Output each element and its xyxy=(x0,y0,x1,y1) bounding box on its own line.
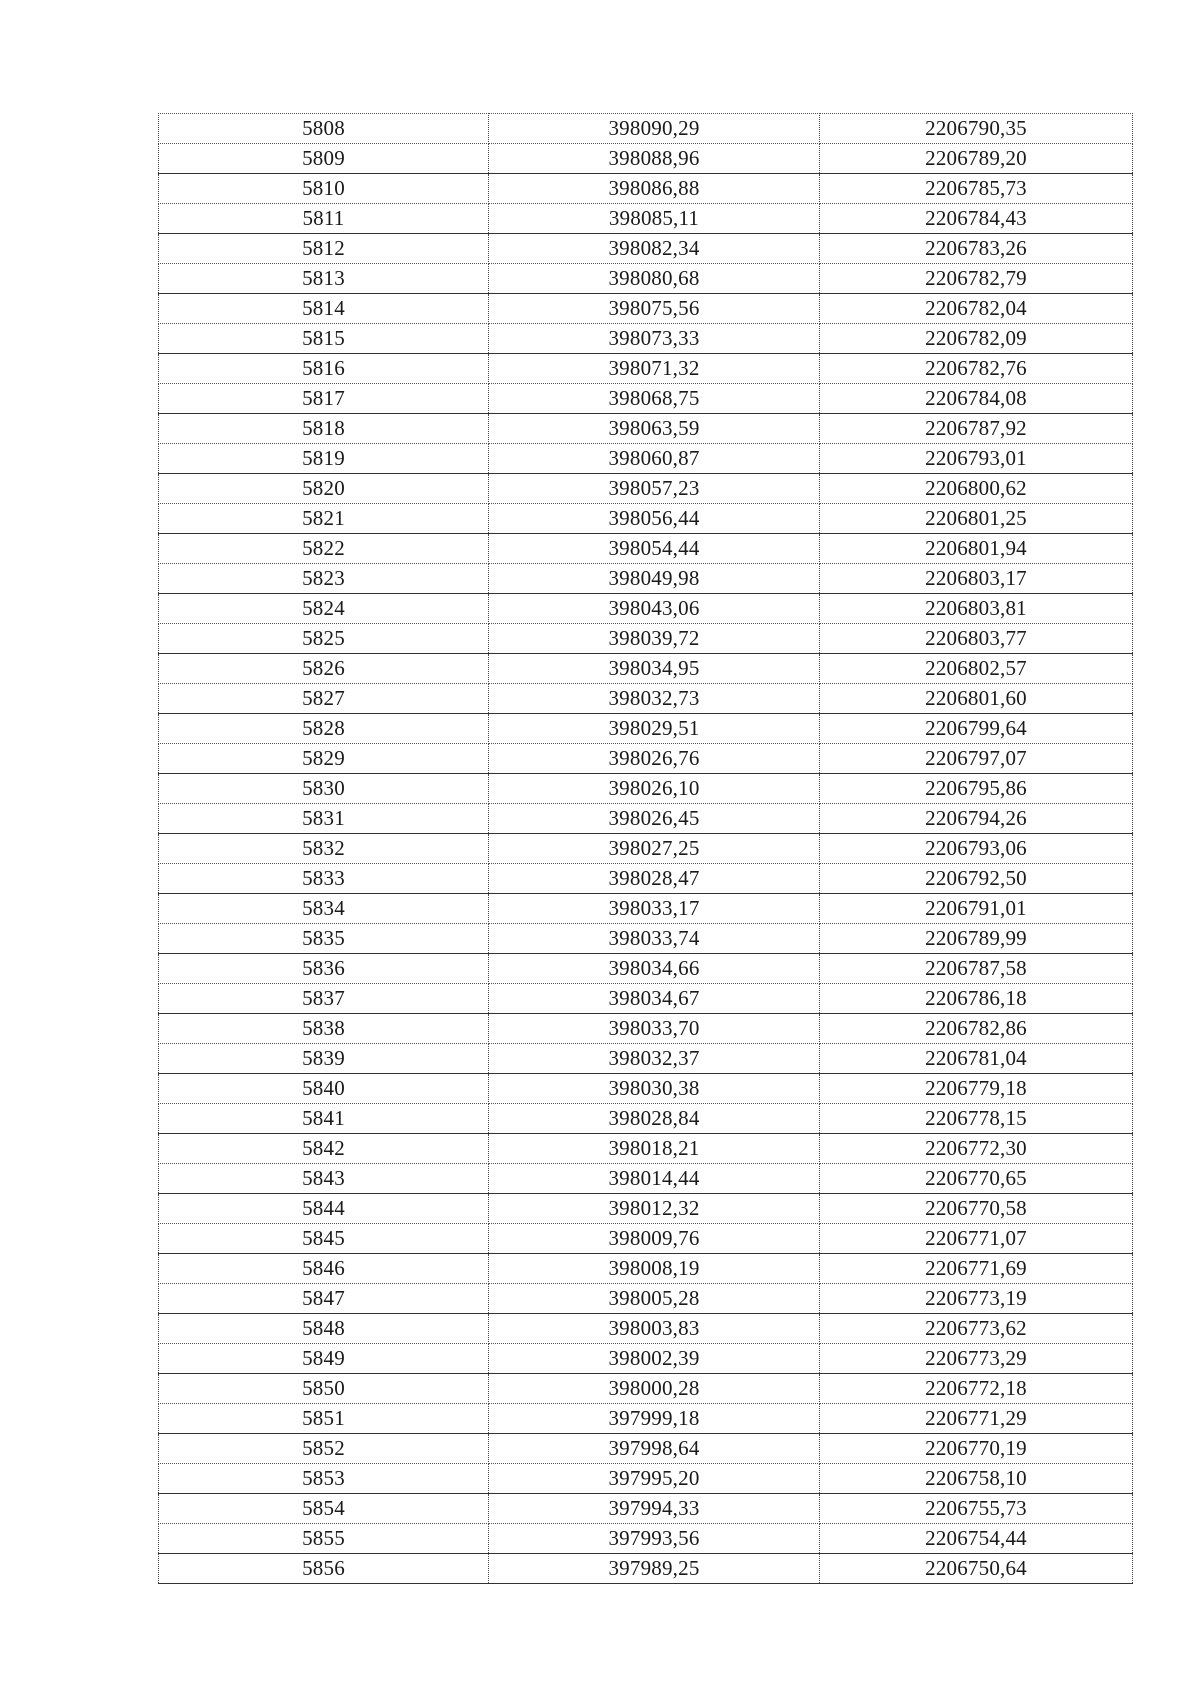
y-coordinate-cell: 2206795,86 xyxy=(820,774,1133,804)
x-coordinate-cell: 398032,37 xyxy=(489,1044,820,1074)
point-number-cell: 5834 xyxy=(159,894,489,924)
point-number-cell: 5855 xyxy=(159,1524,489,1554)
x-coordinate-cell: 398029,51 xyxy=(489,714,820,744)
x-coordinate-cell: 398063,59 xyxy=(489,414,820,444)
y-coordinate-cell: 2206793,01 xyxy=(820,444,1133,474)
table-row xyxy=(159,234,1133,264)
table-row xyxy=(159,1434,1133,1464)
point-number-cell: 5814 xyxy=(159,294,489,324)
table-row xyxy=(159,324,1133,354)
table-row xyxy=(159,1014,1133,1044)
x-coordinate-cell: 398014,44 xyxy=(489,1164,820,1194)
point-number-cell: 5842 xyxy=(159,1134,489,1164)
y-coordinate-cell: 2206770,58 xyxy=(820,1194,1133,1224)
point-number-cell: 5822 xyxy=(159,534,489,564)
point-number-cell: 5827 xyxy=(159,684,489,714)
x-coordinate-cell: 398032,73 xyxy=(489,684,820,714)
table-row xyxy=(159,204,1133,234)
x-coordinate-cell: 398002,39 xyxy=(489,1344,820,1374)
y-coordinate-cell: 2206771,69 xyxy=(820,1254,1133,1284)
point-number-cell: 5812 xyxy=(159,234,489,264)
y-coordinate-cell: 2206803,17 xyxy=(820,564,1133,594)
point-number-cell: 5833 xyxy=(159,864,489,894)
y-coordinate-cell: 2206758,10 xyxy=(820,1464,1133,1494)
point-number-cell: 5854 xyxy=(159,1494,489,1524)
point-number-cell: 5820 xyxy=(159,474,489,504)
point-number-cell: 5828 xyxy=(159,714,489,744)
y-coordinate-cell: 2206801,94 xyxy=(820,534,1133,564)
point-number-cell: 5809 xyxy=(159,144,489,174)
table-row xyxy=(159,714,1133,744)
table-row xyxy=(159,1044,1133,1074)
point-number-cell: 5810 xyxy=(159,174,489,204)
y-coordinate-cell: 2206778,15 xyxy=(820,1104,1133,1134)
coordinates-table-body xyxy=(159,114,1133,1584)
point-number-cell: 5824 xyxy=(159,594,489,624)
y-coordinate-cell: 2206789,20 xyxy=(820,144,1133,174)
y-coordinate-cell: 2206771,07 xyxy=(820,1224,1133,1254)
y-coordinate-cell: 2206803,77 xyxy=(820,624,1133,654)
table-row xyxy=(159,1314,1133,1344)
y-coordinate-cell: 2206771,29 xyxy=(820,1404,1133,1434)
table-row xyxy=(159,354,1133,384)
point-number-cell: 5846 xyxy=(159,1254,489,1284)
table-row xyxy=(159,1134,1133,1164)
y-coordinate-cell: 2206773,29 xyxy=(820,1344,1133,1374)
x-coordinate-cell: 398057,23 xyxy=(489,474,820,504)
x-coordinate-cell: 398028,47 xyxy=(489,864,820,894)
x-coordinate-cell: 398000,28 xyxy=(489,1374,820,1404)
point-number-cell: 5856 xyxy=(159,1554,489,1584)
point-number-cell: 5817 xyxy=(159,384,489,414)
x-coordinate-cell: 398026,10 xyxy=(489,774,820,804)
table-row xyxy=(159,924,1133,954)
table-row xyxy=(159,414,1133,444)
x-coordinate-cell: 398075,56 xyxy=(489,294,820,324)
x-coordinate-cell: 397999,18 xyxy=(489,1404,820,1434)
y-coordinate-cell: 2206787,92 xyxy=(820,414,1133,444)
x-coordinate-cell: 398012,32 xyxy=(489,1194,820,1224)
point-number-cell: 5845 xyxy=(159,1224,489,1254)
x-coordinate-cell: 398049,98 xyxy=(489,564,820,594)
point-number-cell: 5823 xyxy=(159,564,489,594)
point-number-cell: 5841 xyxy=(159,1104,489,1134)
point-number-cell: 5848 xyxy=(159,1314,489,1344)
table-row xyxy=(159,1164,1133,1194)
table-row xyxy=(159,1494,1133,1524)
y-coordinate-cell: 2206799,64 xyxy=(820,714,1133,744)
y-coordinate-cell: 2206792,50 xyxy=(820,864,1133,894)
point-number-cell: 5829 xyxy=(159,744,489,774)
y-coordinate-cell: 2206787,58 xyxy=(820,954,1133,984)
point-number-cell: 5825 xyxy=(159,624,489,654)
point-number-cell: 5811 xyxy=(159,204,489,234)
point-number-cell: 5839 xyxy=(159,1044,489,1074)
y-coordinate-cell: 2206772,18 xyxy=(820,1374,1133,1404)
y-coordinate-cell: 2206770,65 xyxy=(820,1164,1133,1194)
point-number-cell: 5830 xyxy=(159,774,489,804)
y-coordinate-cell: 2206782,09 xyxy=(820,324,1133,354)
table-row xyxy=(159,1254,1133,1284)
table-row xyxy=(159,564,1133,594)
table-row xyxy=(159,1284,1133,1314)
x-coordinate-cell: 398082,34 xyxy=(489,234,820,264)
y-coordinate-cell: 2206782,76 xyxy=(820,354,1133,384)
y-coordinate-cell: 2206797,07 xyxy=(820,744,1133,774)
x-coordinate-cell: 398034,95 xyxy=(489,654,820,684)
table-row xyxy=(159,894,1133,924)
point-number-cell: 5836 xyxy=(159,954,489,984)
table-row xyxy=(159,804,1133,834)
point-number-cell: 5852 xyxy=(159,1434,489,1464)
x-coordinate-cell: 398086,88 xyxy=(489,174,820,204)
table-row xyxy=(159,1194,1133,1224)
y-coordinate-cell: 2206755,73 xyxy=(820,1494,1133,1524)
y-coordinate-cell: 2206802,57 xyxy=(820,654,1133,684)
point-number-cell: 5821 xyxy=(159,504,489,534)
table-row xyxy=(159,984,1133,1014)
table-row xyxy=(159,144,1133,174)
table-row xyxy=(159,594,1133,624)
x-coordinate-cell: 397998,64 xyxy=(489,1434,820,1464)
x-coordinate-cell: 398034,67 xyxy=(489,984,820,1014)
table-row xyxy=(159,654,1133,684)
y-coordinate-cell: 2206781,04 xyxy=(820,1044,1133,1074)
x-coordinate-cell: 398030,38 xyxy=(489,1074,820,1104)
y-coordinate-cell: 2206754,44 xyxy=(820,1524,1133,1554)
y-coordinate-cell: 2206801,25 xyxy=(820,504,1133,534)
y-coordinate-cell: 2206773,19 xyxy=(820,1284,1133,1314)
x-coordinate-cell: 398009,76 xyxy=(489,1224,820,1254)
y-coordinate-cell: 2206793,06 xyxy=(820,834,1133,864)
y-coordinate-cell: 2206782,79 xyxy=(820,264,1133,294)
x-coordinate-cell: 398039,72 xyxy=(489,624,820,654)
y-coordinate-cell: 2206794,26 xyxy=(820,804,1133,834)
table-row xyxy=(159,954,1133,984)
table-row xyxy=(159,174,1133,204)
y-coordinate-cell: 2206784,43 xyxy=(820,204,1133,234)
table-row xyxy=(159,114,1133,144)
x-coordinate-cell: 397993,56 xyxy=(489,1524,820,1554)
x-coordinate-cell: 398071,32 xyxy=(489,354,820,384)
point-number-cell: 5837 xyxy=(159,984,489,1014)
y-coordinate-cell: 2206773,62 xyxy=(820,1314,1133,1344)
point-number-cell: 5826 xyxy=(159,654,489,684)
y-coordinate-cell: 2206790,35 xyxy=(820,114,1133,144)
point-number-cell: 5808 xyxy=(159,114,489,144)
x-coordinate-cell: 398073,33 xyxy=(489,324,820,354)
y-coordinate-cell: 2206785,73 xyxy=(820,174,1133,204)
x-coordinate-cell: 398033,70 xyxy=(489,1014,820,1044)
x-coordinate-cell: 398033,74 xyxy=(489,924,820,954)
table-row xyxy=(159,504,1133,534)
point-number-cell: 5819 xyxy=(159,444,489,474)
x-coordinate-cell: 398003,83 xyxy=(489,1314,820,1344)
x-coordinate-cell: 398043,06 xyxy=(489,594,820,624)
y-coordinate-cell: 2206791,01 xyxy=(820,894,1133,924)
x-coordinate-cell: 398027,25 xyxy=(489,834,820,864)
point-number-cell: 5853 xyxy=(159,1464,489,1494)
x-coordinate-cell: 397995,20 xyxy=(489,1464,820,1494)
x-coordinate-cell: 398008,19 xyxy=(489,1254,820,1284)
y-coordinate-cell: 2206779,18 xyxy=(820,1074,1133,1104)
table-row xyxy=(159,1524,1133,1554)
table-row xyxy=(159,774,1133,804)
table-row xyxy=(159,624,1133,654)
x-coordinate-cell: 398033,17 xyxy=(489,894,820,924)
point-number-cell: 5840 xyxy=(159,1074,489,1104)
point-number-cell: 5813 xyxy=(159,264,489,294)
coordinates-table xyxy=(158,113,1133,1584)
table-row xyxy=(159,294,1133,324)
y-coordinate-cell: 2206786,18 xyxy=(820,984,1133,1014)
y-coordinate-cell: 2206770,19 xyxy=(820,1434,1133,1464)
y-coordinate-cell: 2206784,08 xyxy=(820,384,1133,414)
table-row xyxy=(159,684,1133,714)
x-coordinate-cell: 398056,44 xyxy=(489,504,820,534)
x-coordinate-cell: 398068,75 xyxy=(489,384,820,414)
y-coordinate-cell: 2206803,81 xyxy=(820,594,1133,624)
y-coordinate-cell: 2206772,30 xyxy=(820,1134,1133,1164)
point-number-cell: 5843 xyxy=(159,1164,489,1194)
table-row xyxy=(159,474,1133,504)
x-coordinate-cell: 398034,66 xyxy=(489,954,820,984)
x-coordinate-cell: 398088,96 xyxy=(489,144,820,174)
table-row xyxy=(159,444,1133,474)
point-number-cell: 5847 xyxy=(159,1284,489,1314)
y-coordinate-cell: 2206750,64 xyxy=(820,1554,1133,1584)
point-number-cell: 5849 xyxy=(159,1344,489,1374)
y-coordinate-cell: 2206801,60 xyxy=(820,684,1133,714)
x-coordinate-cell: 398018,21 xyxy=(489,1134,820,1164)
x-coordinate-cell: 398080,68 xyxy=(489,264,820,294)
x-coordinate-cell: 398054,44 xyxy=(489,534,820,564)
y-coordinate-cell: 2206789,99 xyxy=(820,924,1133,954)
x-coordinate-cell: 398028,84 xyxy=(489,1104,820,1134)
point-number-cell: 5832 xyxy=(159,834,489,864)
table-row xyxy=(159,384,1133,414)
y-coordinate-cell: 2206782,04 xyxy=(820,294,1133,324)
point-number-cell: 5844 xyxy=(159,1194,489,1224)
point-number-cell: 5851 xyxy=(159,1404,489,1434)
x-coordinate-cell: 398060,87 xyxy=(489,444,820,474)
y-coordinate-cell: 2206783,26 xyxy=(820,234,1133,264)
table-row xyxy=(159,264,1133,294)
point-number-cell: 5818 xyxy=(159,414,489,444)
table-row xyxy=(159,1344,1133,1374)
point-number-cell: 5816 xyxy=(159,354,489,384)
x-coordinate-cell: 398026,76 xyxy=(489,744,820,774)
point-number-cell: 5815 xyxy=(159,324,489,354)
table-row xyxy=(159,864,1133,894)
y-coordinate-cell: 2206800,62 xyxy=(820,474,1133,504)
point-number-cell: 5838 xyxy=(159,1014,489,1044)
point-number-cell: 5831 xyxy=(159,804,489,834)
table-row xyxy=(159,1374,1133,1404)
table-row xyxy=(159,834,1133,864)
table-row xyxy=(159,1404,1133,1434)
x-coordinate-cell: 398085,11 xyxy=(489,204,820,234)
x-coordinate-cell: 397994,33 xyxy=(489,1494,820,1524)
point-number-cell: 5850 xyxy=(159,1374,489,1404)
x-coordinate-cell: 398005,28 xyxy=(489,1284,820,1314)
x-coordinate-cell: 398026,45 xyxy=(489,804,820,834)
y-coordinate-cell: 2206782,86 xyxy=(820,1014,1133,1044)
x-coordinate-cell: 397989,25 xyxy=(489,1554,820,1584)
table-row xyxy=(159,1554,1133,1584)
table-row xyxy=(159,1224,1133,1254)
table-row xyxy=(159,744,1133,774)
table-row xyxy=(159,1074,1133,1104)
x-coordinate-cell: 398090,29 xyxy=(489,114,820,144)
table-row xyxy=(159,1104,1133,1134)
table-row xyxy=(159,1464,1133,1494)
table-row xyxy=(159,534,1133,564)
point-number-cell: 5835 xyxy=(159,924,489,954)
